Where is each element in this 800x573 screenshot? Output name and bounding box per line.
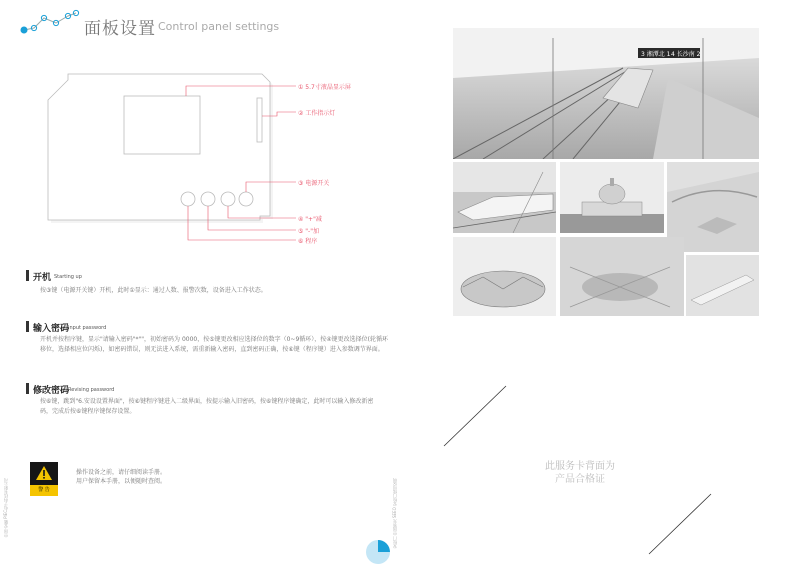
- callout-minus: ④ "+"减: [298, 216, 322, 223]
- section-bar: [26, 270, 29, 281]
- section-text-password: 开机并按程序键，显示"请输入密码"*""，初始密码为 0000，按⑤键更改相应选择位的数字（0~9循环），按④键更改选择位(轮循环移位，选择相应位闪烁)，如密码错误，则无法进入系统，需重新输入密码，直到密码正确，按⑥键（程序键）进入参数调节界面。: [40, 336, 388, 353]
- side-text-mid: 安检门 中国领先 SEEO 安检门使用说明: [392, 478, 397, 549]
- warning-badge-label: 警 告: [30, 485, 58, 496]
- photo-stadium: [453, 237, 556, 316]
- callout-display: ① 5.7寸液晶显示屏: [298, 84, 351, 91]
- station-sign-left: 3 湘潭北 1: [641, 51, 671, 58]
- section-bar: [26, 383, 29, 394]
- warning-text-1: 操作设备之前，请仔细阅读手册。: [76, 469, 167, 476]
- section-bar: [26, 321, 29, 332]
- section-title-startup: 开机: [33, 273, 52, 283]
- photo-airport-terminal: [560, 237, 684, 316]
- section-text-startup: 按③键（电源开关键）开机，此时①显示：通过人数、报警次数，设备进入工作状态。: [40, 287, 267, 294]
- section-subtitle-startup: Starting up: [54, 274, 82, 280]
- station-sign-right: 4 长沙南 2: [671, 51, 701, 58]
- photo-capitol-building: [560, 162, 664, 233]
- notice-text-2: 产品合格证: [555, 474, 605, 485]
- section-subtitle-password: Input password: [68, 325, 107, 331]
- section-subtitle-revise: Revising password: [68, 387, 115, 393]
- photo-train-station: [453, 28, 759, 159]
- page-title: 面板设置: [84, 19, 156, 39]
- page-marker-icon: [364, 538, 392, 566]
- crop-mark-upper: [440, 380, 510, 450]
- photo-bullet-train: [453, 162, 556, 233]
- crop-mark-lower: [645, 488, 715, 558]
- header-logo-icon: [20, 8, 82, 36]
- warning-text-2: 用户保留本手册，以便随时查阅。: [76, 478, 167, 485]
- page-subtitle: Control panel settings: [158, 20, 280, 33]
- section-title-revise: 修改密码: [33, 386, 70, 396]
- callout-program: ⑥ 程序: [298, 238, 318, 245]
- warning-triangle-icon: [35, 465, 53, 481]
- warning-badge: [30, 462, 58, 496]
- callout-plus: ⑤ "-"加: [298, 228, 319, 235]
- notice-text-1: 此服务卡背面为: [545, 461, 615, 472]
- photo-aircraft: [686, 255, 759, 316]
- callout-power: ③ 电源开关: [298, 180, 330, 187]
- control-panel-diagram: [40, 70, 400, 260]
- section-text-revise: 按⑥键，跳到"6.安设设置界面"，按⑥键程序键进入二级界面，按提示输入旧密码，按⑥键程序键确定，此时可以输入修改新密码，完成后按⑥键程序键保存设置。: [40, 398, 374, 415]
- callout-indicator: ② 工作指示灯: [298, 110, 336, 117]
- side-text-left: 中国·安徽 PIEC电子科技有限公司: [3, 478, 8, 538]
- section-title-password: 输入密码: [33, 324, 70, 334]
